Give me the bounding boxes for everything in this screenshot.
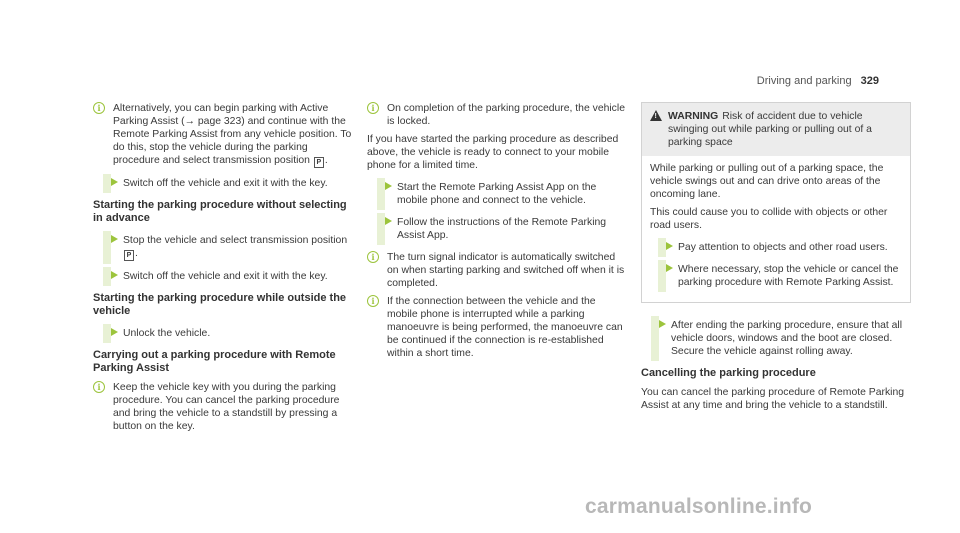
warning-box [641,102,911,303]
heading-cancelling: Cancelling the parking procedure [641,367,816,379]
arrow-right-icon [111,178,118,186]
column-2 [367,102,629,365]
step-stop-vehicle: Stop the vehicle and select transmission position P . [103,234,355,261]
step-follow-instructions: Follow the instructions of the Remote Parking Assist App. [377,216,629,242]
arrow-right-icon [111,235,118,243]
warning-paragraph-1: While parking or pulling out of a parking space, the vehicle swings out and can drive onto areas of the oncoming lane. [650,163,884,200]
info-icon: i [367,251,379,263]
note-locked: i On completion of the parking procedure, the vehicle is locked. [367,102,629,128]
heading-start-outside: Starting the parking procedure while outside the vehicle [93,292,347,317]
heading-carrying-out: Carrying out a parking procedure with Remote Parking Assist [93,349,336,374]
arrow-right-icon [659,320,666,328]
arrow-right-icon [666,264,673,272]
arrow-right-icon [111,328,118,336]
info-icon: i [93,102,105,114]
warning-title: Risk of accident due to vehicle swinging out while parking or pulling out of a parking space [668,111,872,148]
paragraph-ready-to-connect: If you have started the parking procedure as described above, the vehicle is ready to connect to your mobile phone for a limited time. [367,134,619,171]
warning-label: WARNING [668,111,719,122]
arrow-right-icon [111,271,118,279]
section-title: Driving and parking [756,75,852,87]
gear-p-icon: P [314,157,324,168]
warning-body [642,156,910,302]
info-icon: i [367,295,379,307]
note-connection-interrupted: i If the connection between the vehicle and the mobile phone is interrupted while a parking manoeuvre is being performed, the manoeuvre can be continued if the connection is re-established within a short time. [367,295,629,360]
warning-step-pay-attention: Pay attention to objects and other road users. [658,241,902,254]
column-1 [93,102,355,438]
step-unlock: Unlock the vehicle. [103,327,355,340]
gear-p-icon: P [124,250,134,261]
step-after-ending: After ending the parking procedure, ensure that all vehicle doors, windows and the boot are closed. Secure the vehicle against rolling away. [651,319,911,358]
page-number: 329 [860,75,879,87]
arrow-right-icon [385,217,392,225]
note-alternative-start: i Alternatively, you can begin parking with Active Parking Assist (→ page 323) and continue with the Remote Parking Assist from any vehicle position. To do this, stop the vehicle during the parking procedure and select transmission position P . [93,102,355,168]
note-turn-signal: i The turn signal indicator is automatically switched on when starting parking and switched off when it is completed. [367,251,629,290]
step-switch-off-1: Switch off the vehicle and exit it with the key. [103,177,355,190]
info-icon: i [93,381,105,393]
watermark: carmanualsonline.info [585,495,813,518]
note-keep-key: i Keep the vehicle key with you during the parking procedure. You can cancel the parking procedure and bring the vehicle to a standstill by pressing a button on the key. [93,381,355,433]
warning-step-stop: Where necessary, stop the vehicle or cancel the parking procedure with Remote Parking Assist. [658,263,902,289]
column-3 [641,102,911,417]
warning-header: ! WARNING Risk of accident due to vehicle swinging out while parking or pulling out of a parking space [642,103,910,156]
page-header [757,75,879,88]
warning-paragraph-2: This could cause you to collide with objects or other road users. [650,207,888,231]
info-icon: i [367,102,379,114]
step-switch-off-2: Switch off the vehicle and exit it with the key. [103,270,355,283]
arrow-right-icon [666,242,673,250]
heading-start-without-selecting: Starting the parking procedure without selecting in advance [93,199,347,224]
step-start-app: Start the Remote Parking Assist App on the mobile phone and connect to the vehicle. [377,181,629,207]
arrow-right-icon [385,182,392,190]
paragraph-cancelling: You can cancel the parking procedure of Remote Parking Assist at any time and bring the vehicle to a standstill. [641,387,905,411]
